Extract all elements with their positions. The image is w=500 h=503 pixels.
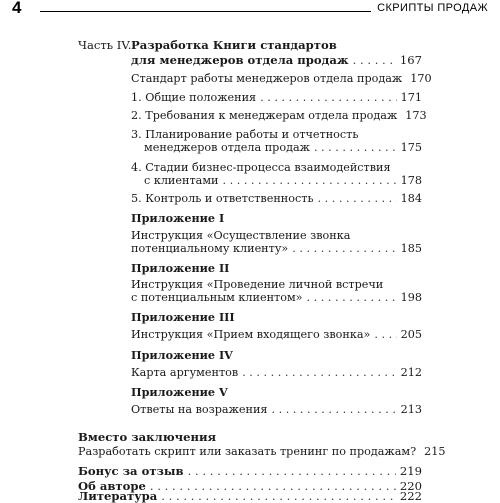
entry-line: Инструкция «Проведение личной встречи <box>131 278 384 291</box>
page-ref: 173 <box>405 109 427 122</box>
entry-text: менеджеров отдела продаж <box>144 141 310 154</box>
toc-entry-appendix-2[interactable] <box>131 291 422 305</box>
entry-line: Инструкция «Осуществление звонка <box>131 229 351 242</box>
leader-dots <box>374 328 396 342</box>
page-ref: 178 <box>400 174 422 187</box>
entry-line: 3. Планирование работы и отчетность <box>131 128 359 141</box>
part-title-line2: для менеджеров отдела продаж <box>131 53 349 67</box>
page-ref: 219 <box>399 464 422 478</box>
leader-dots <box>188 464 396 478</box>
toc-entry-appendix-1[interactable] <box>131 242 422 256</box>
page-ref: 171 <box>400 91 422 104</box>
leader-dots <box>242 366 396 380</box>
page-number: 4 <box>12 0 22 17</box>
page-ref: 185 <box>400 242 422 255</box>
part-title-line1: Разработка Книги стандартов <box>131 38 337 52</box>
page-ref: 170 <box>410 72 432 85</box>
entry-line: 4. Стадии бизнес-процесса взаимодействия <box>131 161 391 174</box>
entry-text: Инструкция «Прием входящего звонка» <box>131 328 371 341</box>
toc-entry-section-3[interactable] <box>144 141 422 155</box>
appendix-title: Приложение IV <box>131 348 233 362</box>
toc-entry-appendix-3[interactable] <box>131 328 422 342</box>
entry-text: потенциальному клиенту» <box>131 242 289 255</box>
page-ref: 175 <box>400 141 422 154</box>
leader-dots <box>271 403 396 417</box>
leader-dots <box>260 91 397 105</box>
appendix-title: Приложение V <box>131 385 228 399</box>
toc-entry-section-1[interactable] <box>131 91 422 105</box>
leader-dots <box>222 174 396 188</box>
toc-entry-section-4[interactable] <box>144 174 422 188</box>
toc-entry-bonus[interactable] <box>78 464 422 478</box>
toc-entry-appendix-4[interactable] <box>131 366 422 380</box>
leader-dots <box>314 141 397 155</box>
page-ref: 198 <box>400 291 422 304</box>
leader-dots <box>292 242 396 256</box>
conclusion-title: Вместо заключения <box>78 430 217 444</box>
page-ref: 215 <box>424 445 446 458</box>
entry-title: Об авторе <box>78 479 146 493</box>
page-ref: 184 <box>400 192 422 205</box>
entry-text: 1. Общие положения <box>131 91 257 104</box>
page-ref: 212 <box>400 366 422 379</box>
appendix-title: Приложение II <box>131 261 230 275</box>
entry-text: Ответы на возражения <box>131 403 268 416</box>
entry-text: Стандарт работы менеджеров отдела продаж <box>131 72 403 85</box>
page-ref: 222 <box>399 489 422 503</box>
entry-text: 2. Требования к менеджерам отдела продаж <box>131 109 398 122</box>
page-header <box>0 0 500 22</box>
toc-entry-part4[interactable] <box>131 53 422 67</box>
entry-title: Бонус за отзыв <box>78 464 184 478</box>
leader-dots <box>161 489 396 503</box>
entry-text: Разработать скрипт или заказать тренинг по продажам? <box>78 445 417 458</box>
toc-entry-appendix-5[interactable] <box>131 403 422 417</box>
entry-text: Карта аргументов <box>131 366 239 379</box>
toc-entry-literature[interactable] <box>78 489 422 503</box>
page-ref: 220 <box>399 479 422 493</box>
page-ref: 213 <box>400 403 422 416</box>
page-ref: 205 <box>400 328 422 341</box>
appendix-title: Приложение I <box>131 211 225 225</box>
part-label: Часть IV. <box>78 38 132 52</box>
entry-title: Литература <box>78 489 158 503</box>
entry-text: с потенциальным клиентом» <box>131 291 303 304</box>
running-title: СКРИПТЫ ПРОДАЖ <box>371 2 488 14</box>
toc-entry-standard[interactable] <box>131 72 432 86</box>
leader-dots <box>318 192 397 206</box>
appendix-title: Приложение III <box>131 310 235 324</box>
entry-text: 5. Контроль и ответственность <box>131 192 314 205</box>
leader-dots <box>353 53 396 67</box>
toc-entry-section-5[interactable] <box>131 192 422 206</box>
page-ref: 167 <box>399 53 422 67</box>
toc-entry-conclusion[interactable] <box>78 445 446 459</box>
toc-entry-section-2[interactable] <box>131 109 427 123</box>
entry-text: с клиентами <box>144 174 219 187</box>
leader-dots <box>307 291 397 305</box>
